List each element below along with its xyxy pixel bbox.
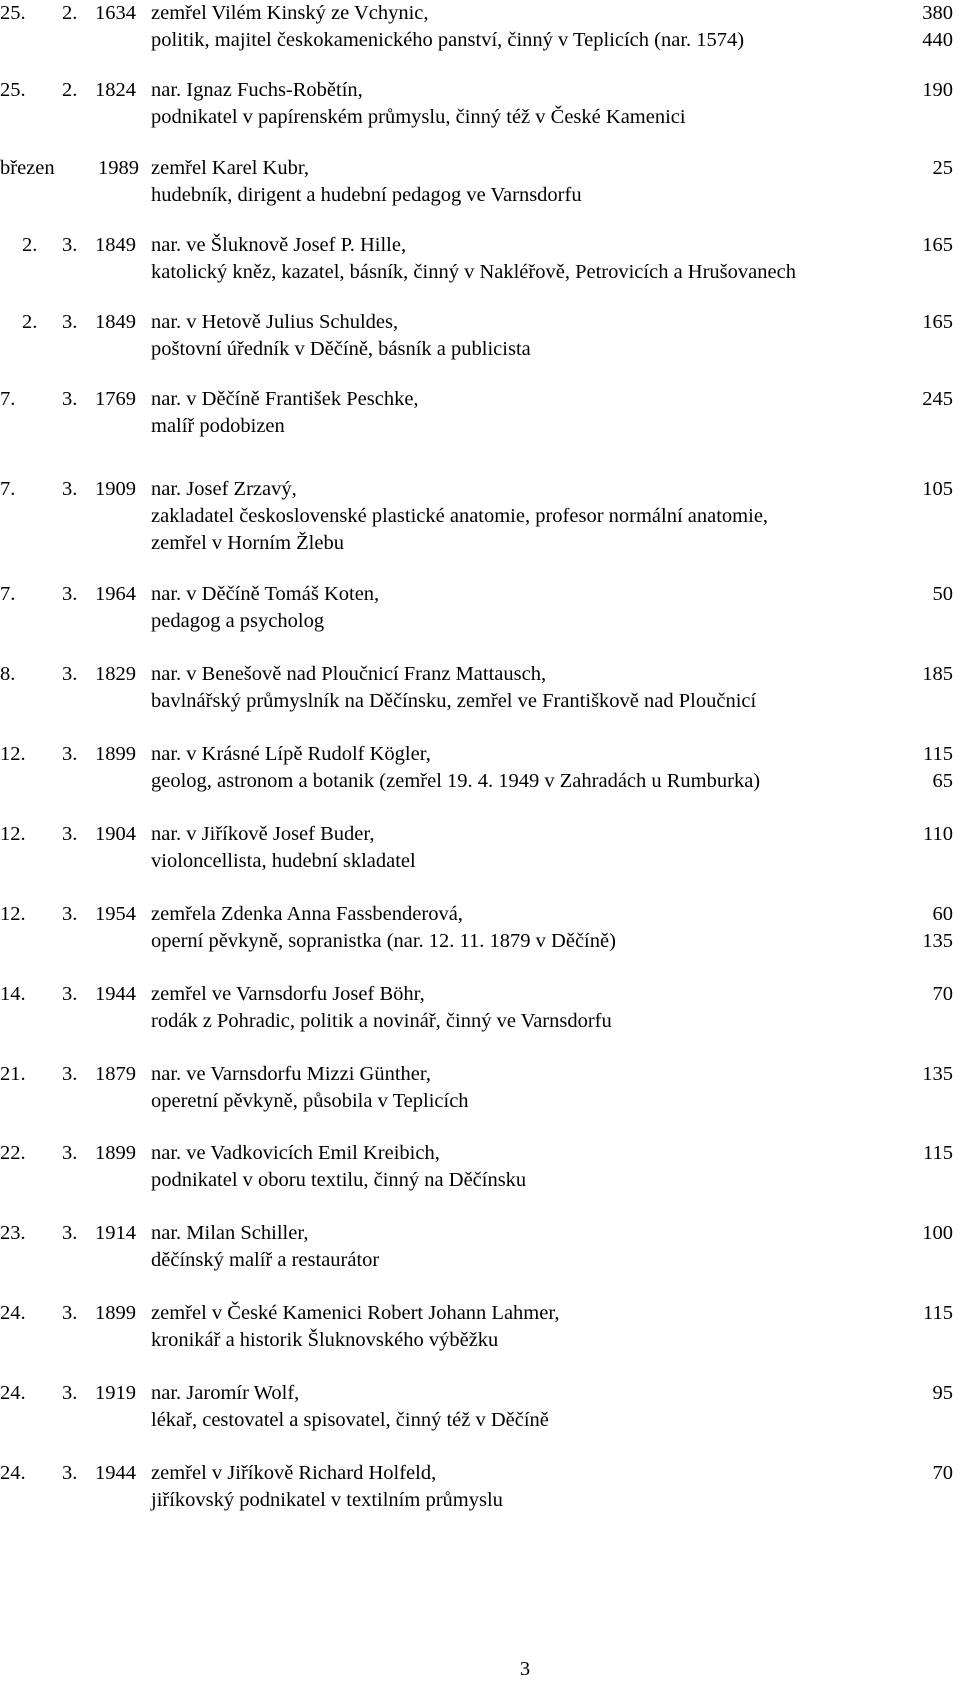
calendar-entry (0, 232, 960, 302)
entry-line (0, 981, 960, 1007)
calendar-entry (0, 1380, 960, 1450)
entry-title: zemřel v České Kamenici Robert Johann Lahmer, (151, 1302, 560, 1324)
calendar-entry (0, 386, 960, 456)
entry-line (0, 1247, 960, 1273)
entry-line (0, 1407, 960, 1433)
date-month: 2. (62, 79, 78, 101)
date-year: 1914 (95, 1222, 136, 1244)
date-day: 12. (0, 903, 26, 925)
anniversary-years: 115 (923, 743, 953, 765)
entry-description: operní pěvkyně, sopranistka (nar. 12. 11. 1879 v Děčíně) (151, 930, 616, 952)
anniversary-years: 380 (922, 2, 953, 24)
entry-line (0, 182, 960, 208)
date-month: 3. (62, 1462, 78, 1484)
date-year: 1634 (95, 2, 136, 24)
date-day: 12. (0, 823, 26, 845)
date-day: 7. (0, 478, 16, 500)
calendar-entry (0, 1061, 960, 1131)
entry-title: nar. v Děčíně František Peschke, (151, 388, 419, 410)
entry-title: nar. Milan Schiller, (151, 1222, 309, 1244)
date-month: 3. (62, 311, 78, 333)
date-year: 1899 (95, 1302, 136, 1324)
date-day: 24. (0, 1462, 26, 1484)
entry-description: geolog, astronom a botanik (zemřel 19. 4. 1949 v Zahradách u Rumburka) (151, 770, 761, 792)
entry-description: hudebník, dirigent a hudební pedagog ve Varnsdorfu (151, 184, 582, 206)
date-month-name: březen (0, 157, 55, 179)
entry-line (0, 77, 960, 103)
entry-line (0, 1220, 960, 1246)
anniversary-years: 70 (932, 1462, 953, 1484)
entry-line (0, 661, 960, 687)
entry-line (0, 608, 960, 634)
anniversary-years: 115 (923, 1302, 953, 1324)
entry-description: podnikatel v papírenském průmyslu, činný též v České Kamenici (151, 106, 686, 128)
entry-title: nar. Ignaz Fuchs-Robětín, (151, 79, 363, 101)
entry-title: zemřel Vilém Kinský ze Vchynic, (151, 2, 429, 24)
entry-line (0, 1008, 960, 1034)
date-day: 14. (0, 983, 26, 1005)
entry-line (0, 476, 960, 502)
calendar-entry (0, 0, 960, 70)
date-month: 3. (62, 663, 78, 685)
entry-line (0, 232, 960, 258)
date-month: 3. (62, 823, 78, 845)
entry-line (0, 1167, 960, 1193)
date-month: 3. (62, 1382, 78, 1404)
date-year: 1944 (95, 1462, 136, 1484)
anniversary-years: 50 (932, 583, 953, 605)
calendar-entry (0, 581, 960, 651)
date-year: 1909 (95, 478, 136, 500)
date-day: 24. (0, 1382, 26, 1404)
date-day: 24. (0, 1302, 26, 1324)
anniversary-years: 165 (922, 311, 953, 333)
calendar-entry (0, 981, 960, 1051)
entry-line (0, 901, 960, 927)
entry-description: pedagog a psycholog (151, 610, 325, 632)
date-year: 1964 (95, 583, 136, 605)
calendar-entry (0, 661, 960, 731)
date-month: 3. (62, 1222, 78, 1244)
date-year: 1899 (95, 743, 136, 765)
date-day: 8. (0, 663, 16, 685)
date-year: 1849 (95, 311, 136, 333)
date-day: 12. (0, 743, 26, 765)
entry-title: nar. Josef Zrzavý, (151, 478, 297, 500)
entry-description: poštovní úředník v Děčíně, básník a publicista (151, 338, 531, 360)
date-year: 1769 (95, 388, 136, 410)
entry-description: lékař, cestovatel a spisovatel, činný též v Děčíně (151, 1409, 549, 1431)
entry-description: podnikatel v oboru textilu, činný na Děčínsku (151, 1169, 527, 1191)
anniversary-years: 95 (932, 1382, 953, 1404)
date-month: 2. (62, 2, 78, 24)
date-day: 21. (0, 1063, 26, 1085)
date-month: 3. (62, 983, 78, 1005)
calendar-entry (0, 741, 960, 811)
date-day: 2. (22, 234, 38, 256)
anniversary-years: 185 (922, 663, 953, 685)
entry-description: politik, majitel českokamenického panství, činný v Teplicích (nar. 1574) (151, 29, 745, 51)
entry-description: violoncellista, hudební skladatel (151, 850, 416, 872)
entry-line (0, 155, 960, 181)
calendar-entry (0, 901, 960, 971)
date-day: 25. (0, 2, 26, 24)
entry-line (0, 928, 960, 954)
anniversary-years: 245 (922, 388, 953, 410)
date-month: 3. (62, 743, 78, 765)
entry-line (0, 336, 960, 362)
date-day: 25. (0, 79, 26, 101)
calendar-entry (0, 1300, 960, 1370)
entry-description: malíř podobizen (151, 415, 285, 437)
date-year: 1919 (95, 1382, 136, 1404)
date-day: 7. (0, 388, 16, 410)
date-year: 1944 (95, 983, 136, 1005)
anniversary-years: 135 (922, 1063, 953, 1085)
entry-description: jiříkovský podnikatel v textilním průmyslu (151, 1489, 503, 1511)
entry-description: kronikář a historik Šluknovského výběžku (151, 1329, 499, 1351)
entry-line (0, 1300, 960, 1326)
entry-title: nar. v Benešově nad Ploučnicí Franz Mattausch, (151, 663, 547, 685)
entry-line (0, 1380, 960, 1406)
date-day: 2. (22, 311, 38, 333)
calendar-entry (0, 77, 960, 147)
entry-line (0, 1140, 960, 1166)
calendar-entry (0, 1460, 960, 1530)
entry-line (0, 309, 960, 335)
date-year: 1829 (95, 663, 136, 685)
entry-line (0, 27, 960, 53)
anniversary-years: 135 (922, 930, 953, 952)
entry-line (0, 688, 960, 714)
entry-description: operetní pěvkyně, působila v Teplicích (151, 1090, 469, 1112)
anniversary-years: 115 (923, 1142, 953, 1164)
date-year: 1824 (95, 79, 136, 101)
date-year: 1989 (98, 157, 139, 179)
entry-line (0, 259, 960, 285)
entry-line (0, 581, 960, 607)
page-number: 3 (519, 1658, 531, 1680)
anniversary-years: 190 (922, 79, 953, 101)
entry-line (0, 821, 960, 847)
date-month: 3. (62, 388, 78, 410)
entry-line (0, 413, 960, 439)
date-year: 1954 (95, 903, 136, 925)
entry-description: katolický kněz, kazatel, básník, činný v Nakléřově, Petrovicích a Hrušovanech (151, 261, 796, 283)
anniversary-years: 65 (932, 770, 953, 792)
date-month: 3. (62, 234, 78, 256)
entry-line (0, 1061, 960, 1087)
entry-title: nar. Jaromír Wolf, (151, 1382, 300, 1404)
entry-line (0, 1327, 960, 1353)
entry-line (0, 1088, 960, 1114)
date-day: 7. (0, 583, 16, 605)
anniversary-years: 60 (932, 903, 953, 925)
entry-line (0, 741, 960, 767)
entry-line (0, 768, 960, 794)
entry-title: nar. v Krásné Lípě Rudolf Kögler, (151, 743, 431, 765)
anniversary-years: 440 (922, 29, 953, 51)
entry-title: nar. v Hetově Julius Schuldes, (151, 311, 399, 333)
calendar-entry (0, 821, 960, 891)
entry-title: nar. v Jiříkově Josef Buder, (151, 823, 375, 845)
entry-line (0, 1487, 960, 1513)
anniversary-years: 110 (923, 823, 953, 845)
entry-title: nar. ve Šluknově Josef P. Hille, (151, 234, 407, 256)
entry-line (0, 503, 960, 529)
entry-description: děčínský malíř a restaurátor (151, 1249, 380, 1271)
entry-line (0, 530, 960, 556)
anniversary-years: 165 (922, 234, 953, 256)
calendar-entry (0, 476, 960, 566)
calendar-entry (0, 155, 960, 225)
calendar-entry (0, 309, 960, 379)
entry-line (0, 104, 960, 130)
date-year: 1879 (95, 1063, 136, 1085)
date-month: 3. (62, 903, 78, 925)
date-day: 23. (0, 1222, 26, 1244)
date-year: 1899 (95, 1142, 136, 1164)
anniversary-years: 100 (922, 1222, 953, 1244)
calendar-entry (0, 1220, 960, 1290)
anniversary-years: 25 (932, 157, 953, 179)
entry-line (0, 386, 960, 412)
entry-description: rodák z Pohradic, politik a novinář, činný ve Varnsdorfu (151, 1010, 612, 1032)
date-month: 3. (62, 1302, 78, 1324)
entry-description: zemřel v Horním Žlebu (151, 532, 344, 554)
date-day: 22. (0, 1142, 26, 1164)
entry-title: zemřel ve Varnsdorfu Josef Böhr, (151, 983, 425, 1005)
entry-title: nar. ve Varnsdorfu Mizzi Günther, (151, 1063, 432, 1085)
date-year: 1904 (95, 823, 136, 845)
date-month: 3. (62, 1142, 78, 1164)
entry-description: bavlnářský průmyslník na Děčínsku, zemřel ve Františkově nad Ploučnicí (151, 690, 757, 712)
entry-title: nar. ve Vadkovicích Emil Kreibich, (151, 1142, 440, 1164)
entry-description: zakladatel československé plastické anatomie, profesor normální anatomie, (151, 505, 769, 527)
anniversary-years: 70 (932, 983, 953, 1005)
entry-title: zemřel Karel Kubr, (151, 157, 309, 179)
date-month: 3. (62, 583, 78, 605)
anniversary-years: 105 (922, 478, 953, 500)
entry-line (0, 0, 960, 26)
entry-line (0, 1460, 960, 1486)
entry-title: zemřela Zdenka Anna Fassbenderová, (151, 903, 463, 925)
entry-title: zemřel v Jiříkově Richard Holfeld, (151, 1462, 437, 1484)
entry-line (0, 848, 960, 874)
date-year: 1849 (95, 234, 136, 256)
date-month: 3. (62, 1063, 78, 1085)
calendar-entry (0, 1140, 960, 1210)
date-month: 3. (62, 478, 78, 500)
entry-title: nar. v Děčíně Tomáš Koten, (151, 583, 380, 605)
